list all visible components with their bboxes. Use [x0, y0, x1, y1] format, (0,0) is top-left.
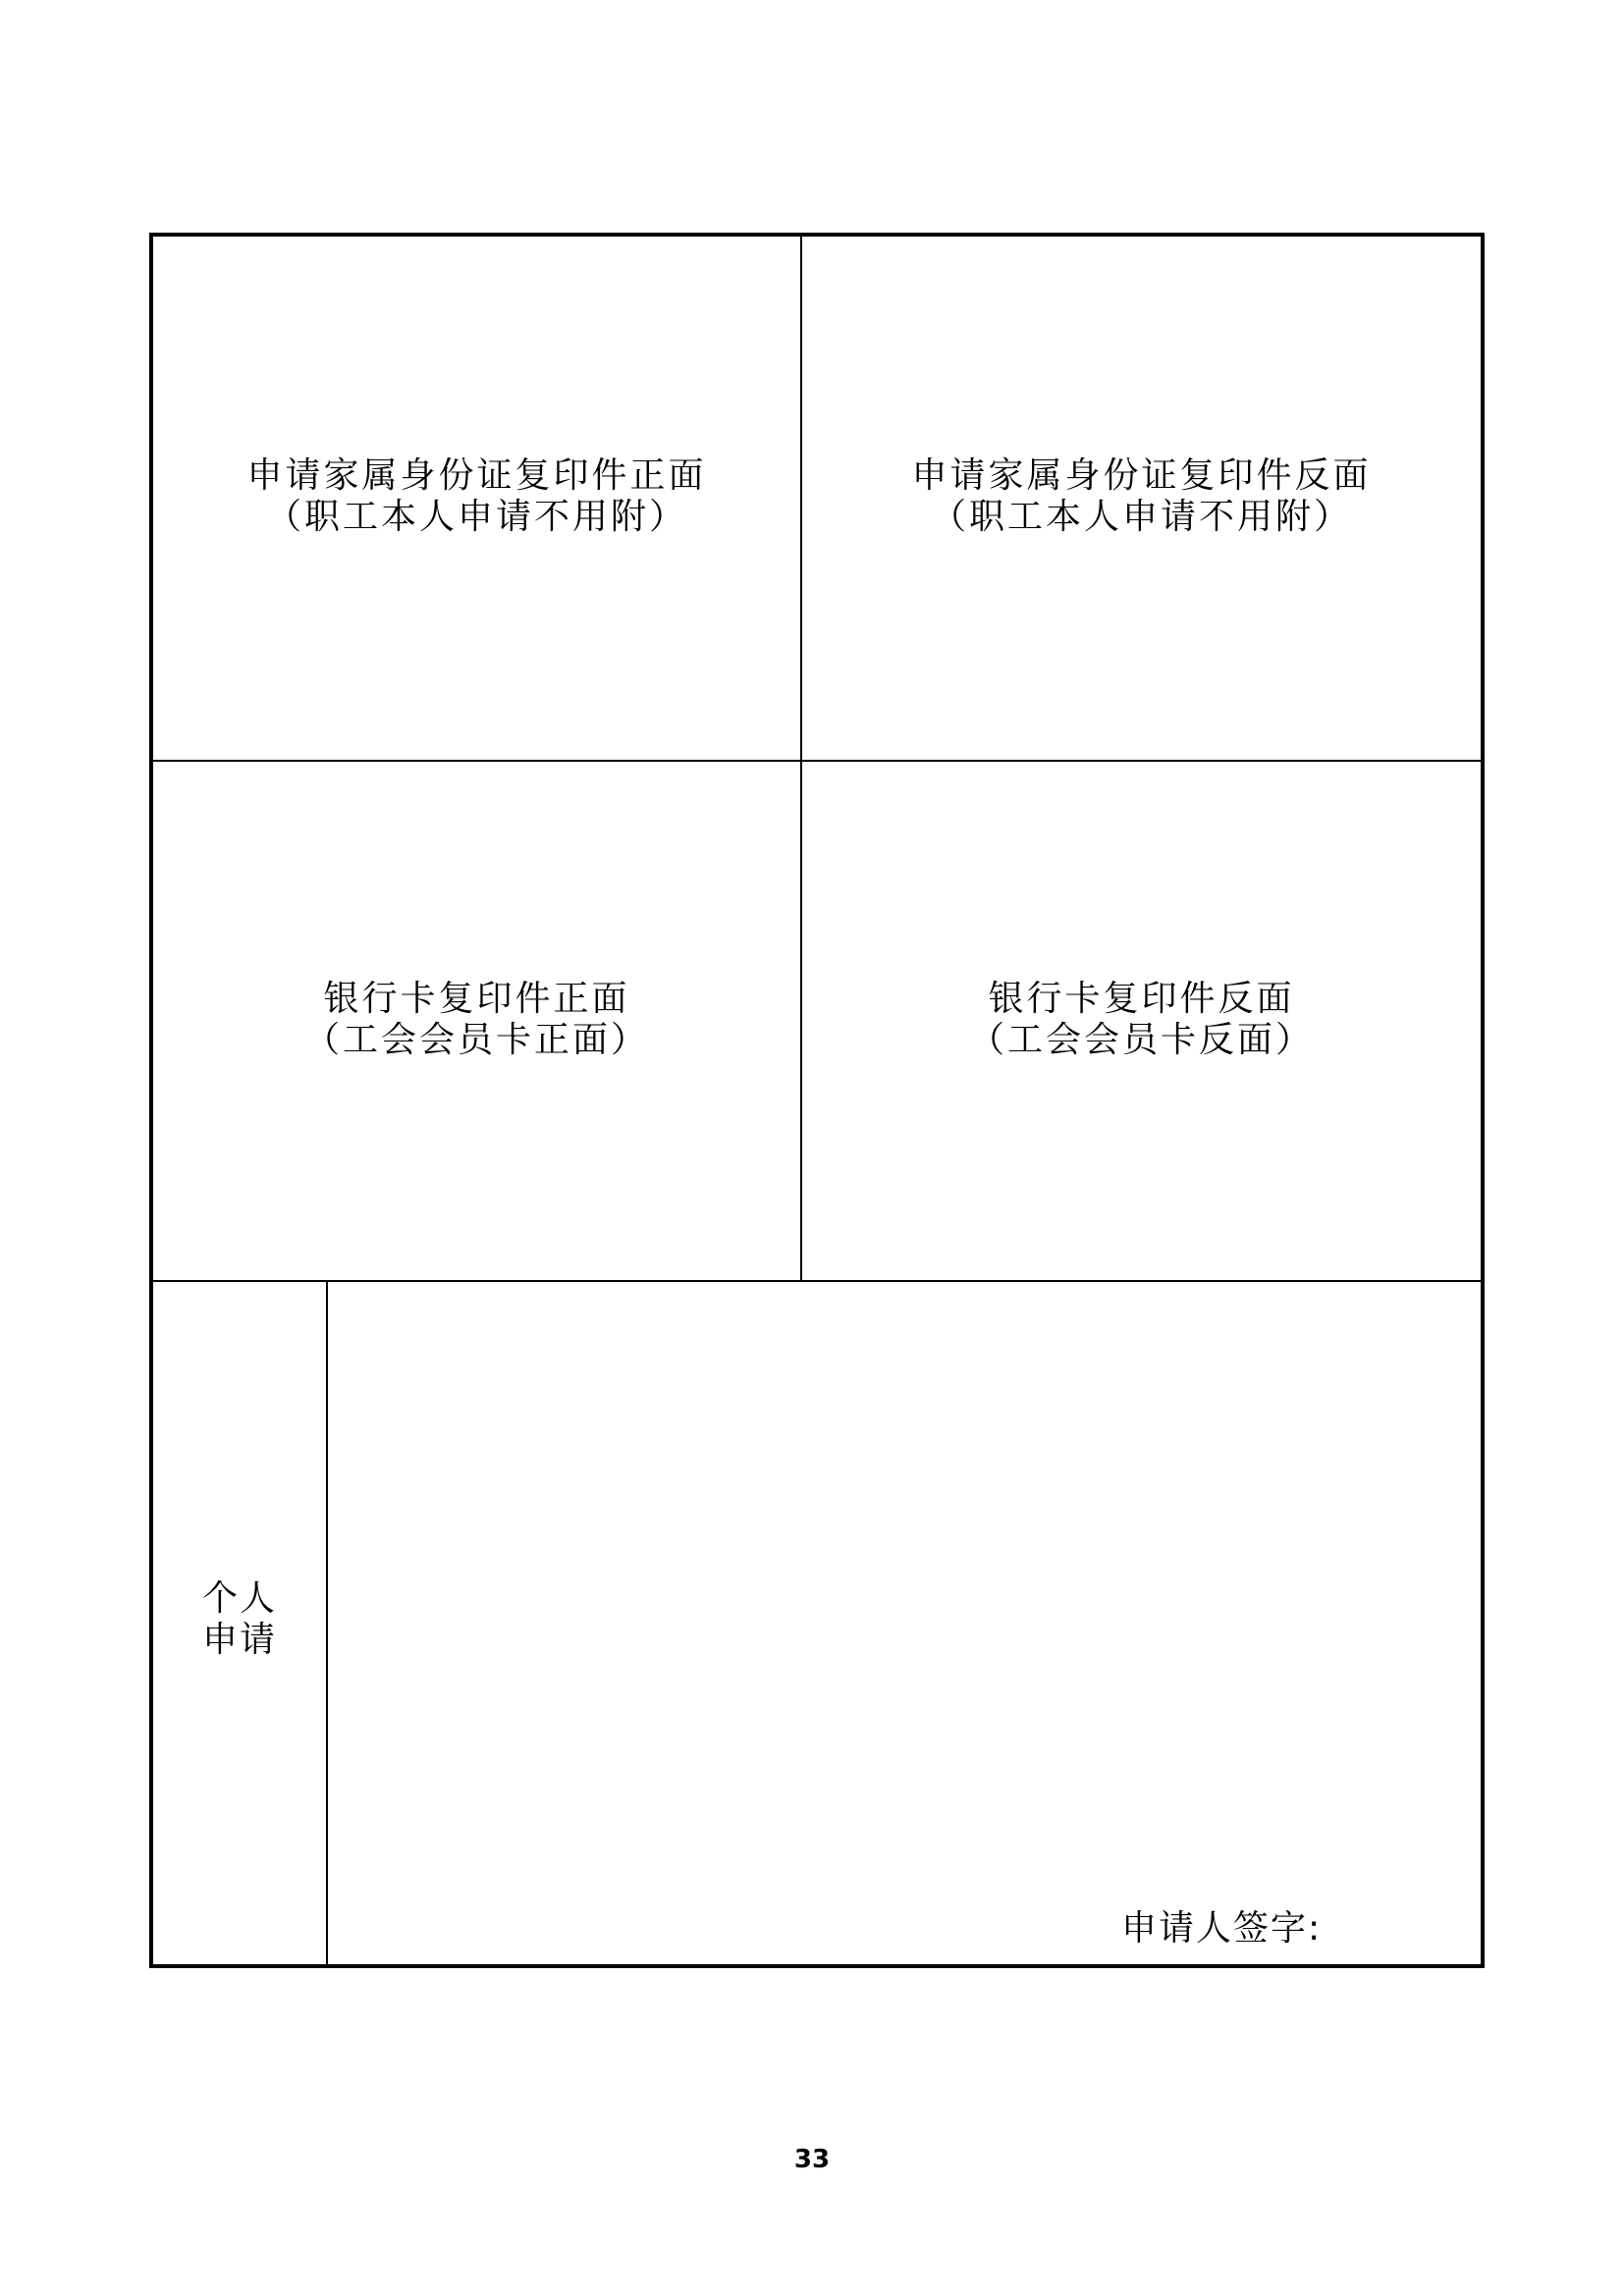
personal-application-label-line2: 申请 [201, 1620, 277, 1660]
bank-card-back-title: 银行卡复印件反面 [988, 979, 1295, 1019]
bank-card-front-cell [153, 762, 800, 1280]
bank-card-front-note: （工会会员卡正面） [303, 1020, 649, 1060]
personal-application-content-area[interactable] [328, 1282, 1481, 1964]
id-card-back-note: （职工本人申请不用附） [930, 497, 1352, 537]
id-card-front-note: （职工本人申请不用附） [265, 497, 687, 537]
row-divider-2 [153, 1280, 1481, 1282]
bank-card-back-cell [802, 762, 1481, 1280]
id-card-front-title: 申请家属身份证复印件正面 [246, 455, 707, 496]
application-form-table [149, 233, 1485, 1968]
page-number: 33 [793, 2145, 831, 2174]
bank-card-back-note: （工会会员卡反面） [968, 1020, 1314, 1060]
applicant-signature-label: 申请人签字: [1121, 1908, 1323, 1949]
id-card-back-title: 申请家属身份证复印件反面 [911, 455, 1372, 496]
row-divider-1 [153, 760, 1481, 762]
bank-card-front-title: 银行卡复印件正面 [323, 979, 630, 1019]
label-column-divider [326, 1280, 328, 1964]
personal-application-label-line1: 个人 [201, 1578, 277, 1619]
id-card-back-cell [802, 237, 1481, 760]
column-divider-top [800, 237, 802, 1282]
id-card-front-cell [153, 237, 800, 760]
